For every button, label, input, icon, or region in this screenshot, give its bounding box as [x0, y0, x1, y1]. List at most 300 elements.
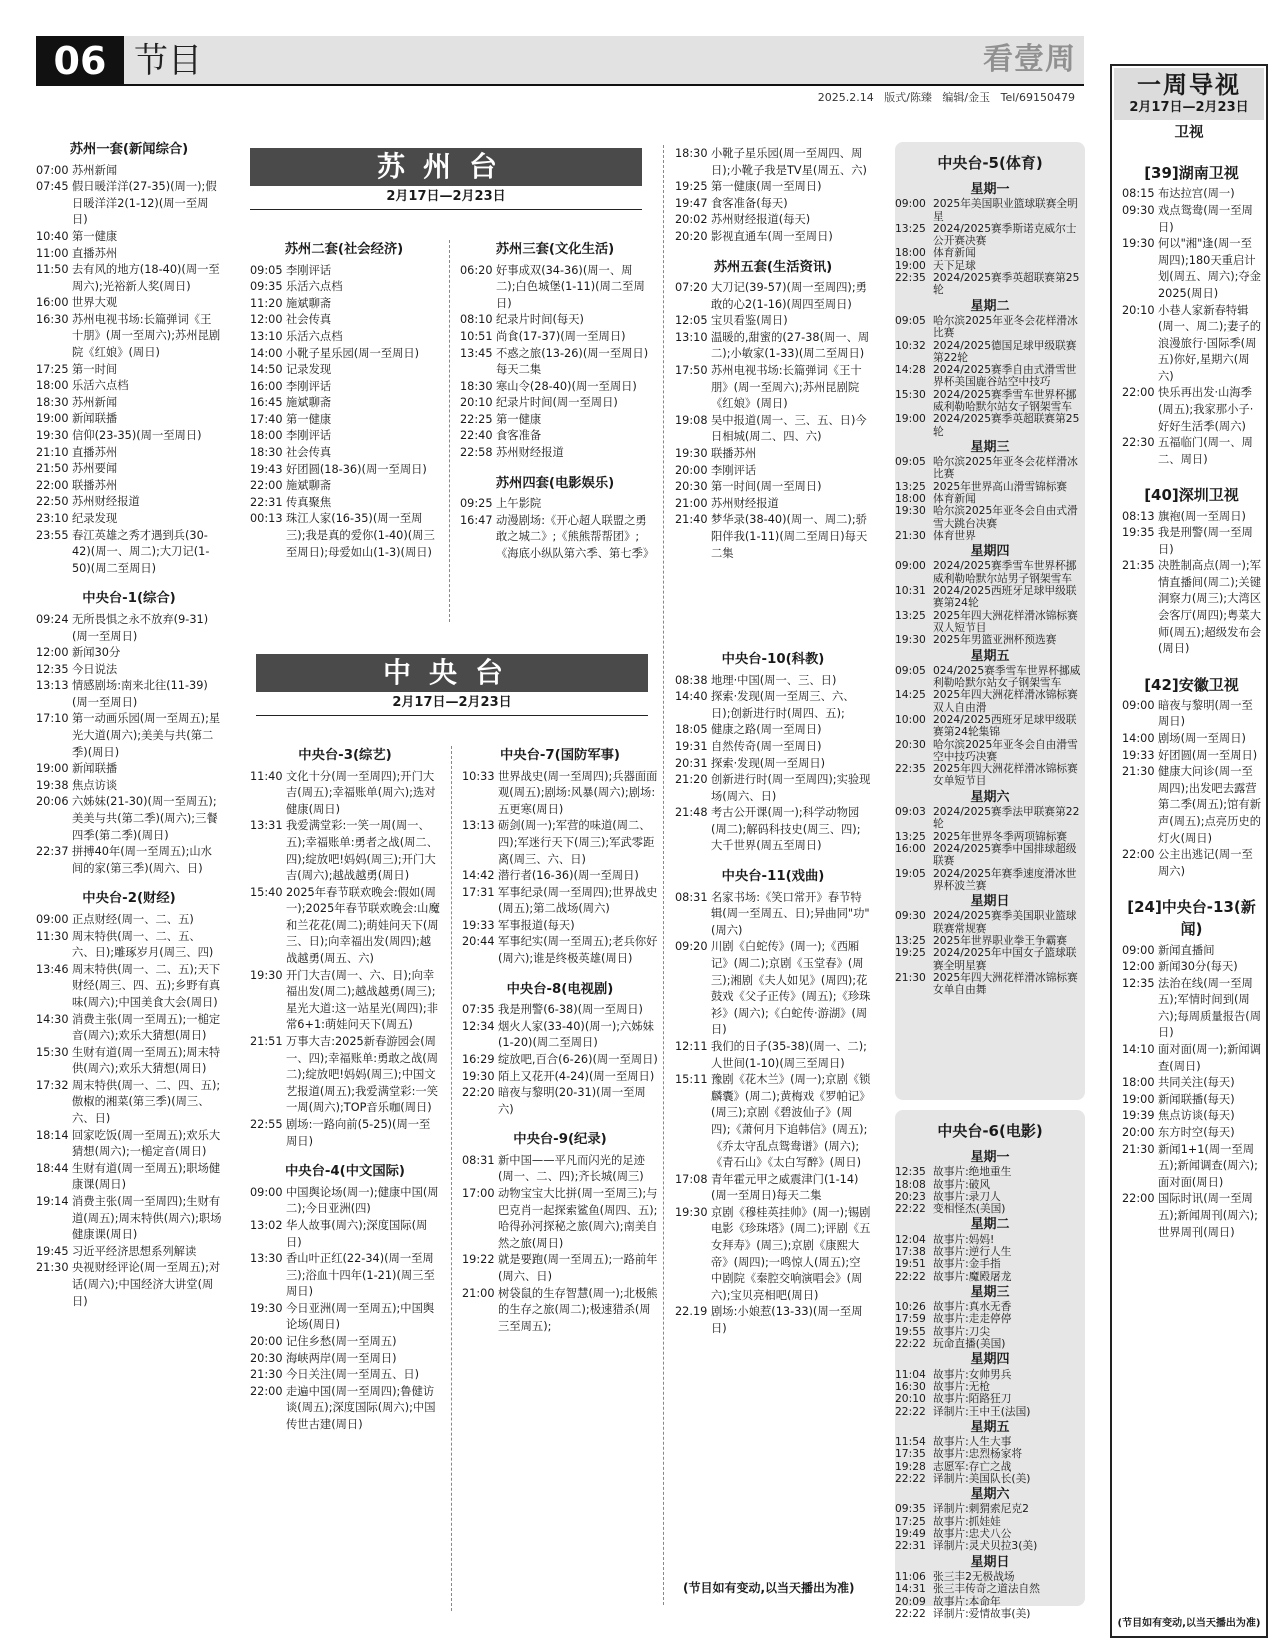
program-time: 19:08: [675, 413, 708, 427]
program-name: 华人故事(周六);深度国际(周日): [286, 1218, 428, 1249]
program-time: 20:30: [895, 737, 926, 751]
weekday-heading: 星期一: [970, 182, 1010, 198]
program-name: 焦点访谈(每天): [1158, 1109, 1235, 1123]
program-time: 21:30: [36, 1261, 69, 1275]
program-name: 李刚评话: [711, 463, 757, 477]
program-name: 潜行者(16-36)(周一至周日): [498, 869, 639, 883]
program-name: 新闻联播: [72, 412, 118, 426]
program-name: 生财有道(周一至周五);职场健康课(周日): [72, 1161, 221, 1192]
program-time: 19:55: [895, 1324, 926, 1338]
program-row: [36, 246, 222, 263]
program-time: 12:05: [675, 314, 708, 328]
program-row: [1122, 525, 1261, 558]
program-name: 体育新闻: [933, 246, 976, 260]
page-number: 06: [36, 36, 124, 86]
program-row: [36, 761, 222, 778]
brand-logo: 看壹周: [983, 42, 1076, 77]
program-name: 新中国——平凡而闪光的足迹(周一、二、四);齐长城(周三): [498, 1153, 645, 1184]
program-name: 快乐再出发·山海季(周五);我家那小子·好好生活季(周六): [1158, 386, 1254, 433]
weekday-heading: 星期日: [970, 894, 1010, 910]
channel-title: 中央台-11(戏曲): [721, 869, 825, 885]
program-row: [1122, 1191, 1261, 1241]
program-name: 健康大问诊(周一至周四);出发吧去露营第二季(周五);馆有新声(周五);点亮历史的灯火(周日): [1158, 765, 1261, 845]
program-row: [460, 346, 650, 379]
program-row: [250, 1351, 440, 1368]
program-row: [250, 462, 438, 479]
program-row: [250, 885, 440, 968]
program-name: 香山叶正红(22-34)(周一至周三);浴血十四年(1-21)(周三至周日): [286, 1252, 435, 1299]
program-time: 08:10: [460, 313, 493, 327]
program-time: 11:04: [895, 1367, 926, 1381]
program-time: 23:10: [36, 512, 69, 525]
program-time: 22:22: [895, 1606, 926, 1620]
program-time: 13:25: [895, 829, 926, 843]
program-row: [675, 179, 871, 196]
program-name: 布达拉宫(周一): [1158, 187, 1235, 201]
program-name: 我是刑警(周一至周日): [1158, 526, 1253, 556]
program-name: 国际时讯(周一至周五);新闻周刊(周六);世界周刊(周日): [1158, 1192, 1258, 1239]
program-row: [36, 645, 222, 662]
program-name: 2025年春节联欢晚会:假如(周一);2025年春节联欢晚会:山魔和兰花花(周二);萌娃问天下(周三、日);向幸福出发(周四);越战越勇(周五、六): [286, 885, 440, 966]
program-name: 走遍中国(周一至周四);鲁健访谈(周五);深度国际(周六);中国传世古建(周日): [286, 1384, 436, 1432]
program-time: 17:35: [895, 1447, 926, 1461]
program-row: [895, 910, 1085, 935]
program-name: 青年霍元甲之威震津门(1-14)(周一至周日)每天二集: [711, 1172, 859, 1203]
program-name: 玩命直播(美国): [933, 1337, 1006, 1351]
program-name: 信仰(23-35)(周一至周日): [72, 429, 202, 443]
channel-title: 苏州三套(文化生活): [495, 242, 615, 257]
program-name: 探索·发现(周一至周三、六、日);创新进行时(周四、五);: [711, 690, 855, 720]
program-time: 06:20: [460, 263, 493, 277]
program-time: 09:00: [36, 912, 69, 926]
program-row: [36, 1078, 222, 1128]
channel-title: 中央台-1(综合): [82, 591, 176, 607]
program-row: [895, 634, 1085, 646]
program-name: 周末特供(周一、二、五、六、日);雕琢岁月(周三、四): [72, 929, 214, 960]
program-name: 法治在线(周一至周五);军情时间到(周六);每周质量报告(周日): [1158, 976, 1261, 1040]
program-time: 14:28: [895, 363, 926, 377]
program-name: 地理·中国(周一、三、日): [711, 673, 837, 687]
program-name: 宝贝看鉴(周日): [711, 314, 788, 328]
program-time: 15:30: [895, 387, 926, 401]
program-time: 20:30: [675, 480, 708, 494]
program-name: 第一健康: [286, 412, 332, 426]
program-name: 文化十分(周一至周四);开门大吉(周五);幸福账单(周六);选对健康(周日): [286, 769, 436, 816]
program-row: [675, 463, 871, 480]
program-name: 食客准备(每天): [711, 196, 788, 210]
program-time: 18:08: [895, 1177, 926, 1191]
program-time: 07:00: [36, 163, 69, 177]
program-name: 故事片:录刀人: [933, 1189, 1001, 1203]
program-row: [895, 689, 1085, 714]
program-name: 习近平经济思想系列解读: [72, 1244, 197, 1258]
program-name: 2024/2025赛季英超联赛第25轮: [933, 271, 1080, 297]
program-time: 09:35: [895, 1502, 926, 1516]
program-row: [462, 1153, 658, 1186]
program-row: [675, 673, 871, 690]
program-time: 19:05: [895, 866, 926, 880]
program-row: [895, 843, 1085, 868]
program-time: 09:00: [895, 559, 926, 573]
program-time: 17:25: [895, 1514, 926, 1528]
program-name: 苏州财经报道: [72, 495, 140, 509]
program-name: 李刚评话: [286, 263, 332, 277]
program-row: [250, 478, 438, 495]
program-name: 军事报道(每天): [498, 918, 575, 932]
program-name: 2024/2025赛季斯诺克威尔士公开赛决赛: [933, 221, 1077, 248]
program-name: 2025年男篮亚洲杯预选赛: [933, 633, 1057, 647]
program-name: 苏州电视书场:长篇弹词《王十朋》(周一至周六);苏州昆剧院《红娘》(周日): [72, 312, 221, 360]
program-time: 20:23: [895, 1189, 926, 1203]
program-name: 今日关注(周一至周五、日): [286, 1368, 420, 1382]
program-time: 13:25: [895, 933, 926, 947]
program-row: [675, 939, 871, 1039]
program-time: 19:33: [1122, 748, 1155, 762]
program-row: [1122, 1092, 1261, 1109]
program-time: 10:40: [36, 229, 69, 243]
program-row: [460, 428, 650, 445]
program-row: [895, 1406, 1085, 1418]
program-time: 11:20: [250, 296, 283, 310]
program-time: 08:13: [1122, 509, 1155, 523]
program-time: 16:00: [895, 841, 926, 855]
program-row: [675, 689, 871, 722]
program-time: 16:45: [250, 396, 283, 410]
program-row: [36, 912, 222, 929]
program-row: [462, 1002, 658, 1019]
program-row: [36, 844, 222, 877]
program-row: [36, 362, 222, 379]
program-time: 20:44: [462, 935, 495, 949]
program-time: 09:05: [895, 663, 926, 677]
channel-title: 苏州五套(生活资讯): [713, 259, 833, 275]
program-time: 19:00: [36, 412, 69, 426]
program-row: [895, 739, 1085, 764]
program-row: [1122, 748, 1261, 765]
col-cctv3-4: [250, 746, 440, 1616]
program-time: 09:25: [460, 497, 493, 511]
program-name: 2024/2025赛季自由式滑雪世界杯美国鹿谷站空中技巧: [933, 363, 1077, 389]
program-row: [1122, 943, 1261, 960]
program-row: [250, 346, 438, 363]
program-row: [462, 1286, 658, 1336]
program-name: 施斌聊斋: [286, 479, 332, 493]
program-row: [675, 313, 871, 330]
program-time: 20:09: [895, 1594, 926, 1608]
program-name: 苏州财经报道: [496, 446, 564, 460]
program-row: [895, 413, 1085, 438]
program-time: 16:00: [36, 296, 69, 310]
program-time: 22:37: [36, 845, 69, 859]
program-row: [250, 263, 438, 280]
program-time: 17:10: [36, 712, 69, 726]
program-time: 21:00: [462, 1286, 495, 1300]
divider: [451, 746, 452, 1611]
program-time: 13:10: [250, 329, 283, 343]
program-row: [675, 212, 871, 229]
program-row: [462, 818, 658, 868]
program-row: [675, 479, 871, 496]
program-time: 19:30: [462, 1069, 495, 1083]
program-row: [675, 496, 871, 513]
program-time: 13:46: [36, 962, 69, 976]
program-time: 09:03: [895, 805, 926, 819]
program-time: 18:30: [36, 395, 69, 409]
program-row: [460, 395, 650, 412]
program-name: 新闻联播: [72, 762, 118, 776]
program-time: 19:31: [675, 739, 708, 753]
program-row: [895, 1596, 1085, 1608]
program-row: [250, 1367, 440, 1384]
program-row: [895, 340, 1085, 365]
weekday-heading: 星期一: [970, 1150, 1010, 1166]
program-time: 22:55: [250, 1118, 283, 1131]
program-name: 正点财经(周一、二、五): [72, 912, 194, 926]
program-name: 乐活六点档: [286, 280, 343, 294]
program-row: [895, 1338, 1085, 1350]
program-name: 纪录片时间(周一至周日): [496, 396, 618, 410]
program-time: 18:00: [36, 379, 69, 393]
program-row: [250, 296, 438, 313]
program-name: 哈尔滨2025年亚冬会自由式滑雪大跳台决赛: [933, 504, 1078, 530]
program-time: 09:00: [1122, 943, 1155, 957]
program-time: 13:13: [36, 679, 69, 693]
program-name: 决胜制高点(周一);军情直播间(周二);关键洞察力(周三);大湾区会客厅(周四);粤菜大师(周五);超级发布会(周日): [1158, 559, 1261, 656]
program-name: 故事片:破风: [933, 1177, 991, 1191]
program-name: 今日说法: [72, 662, 118, 676]
program-name: 公主出逃记(周一至周六): [1158, 848, 1253, 878]
program-name: 考古公开课(周一);科学动物园(周二);解码科技史(周三、四);大千世界(周五至周日): [711, 806, 861, 853]
program-time: 17:31: [462, 885, 495, 899]
program-time: 20:10: [895, 1392, 926, 1406]
program-row: [250, 362, 438, 379]
program-time: 21:50: [36, 462, 69, 476]
program-name: 新闻30分(每天): [1158, 960, 1238, 974]
program-time: 21:40: [675, 513, 708, 527]
program-name: 故事片:绝地重生: [933, 1165, 1012, 1179]
program-time: 14:50: [250, 363, 283, 377]
program-name: 上午影院: [496, 497, 542, 511]
program-row: [895, 1271, 1085, 1283]
program-time: 19:30: [895, 633, 926, 647]
program-name: 梦华录(38-40)(周一、周二);骄阳伴我(1-11)(周二至周日)每天二集: [711, 513, 868, 560]
program-row: [36, 428, 222, 445]
program-name: 东方时空(每天): [1158, 1126, 1235, 1140]
program-row: [895, 364, 1085, 389]
program-time: 09:24: [36, 612, 69, 626]
program-time: 17:40: [250, 412, 283, 426]
program-time: 21:30: [1122, 1142, 1155, 1156]
program-row: [250, 968, 440, 1034]
program-name: 温暖的,甜蜜的(27-38(周一、周二);小敏家(1-33)(周二至周日): [711, 330, 870, 361]
program-time: 19:30: [675, 1205, 708, 1219]
program-time: 22:58: [460, 446, 493, 460]
program-row: [1122, 1142, 1261, 1192]
program-row: [1122, 1108, 1261, 1125]
program-name: 故事片:本命年: [933, 1594, 1001, 1608]
program-time: 12:11: [675, 1039, 708, 1053]
program-name: 2024/2025赛季雪车世界杯挪威利勒哈默尔站女子钢架雪车: [933, 387, 1077, 413]
program-row: [462, 934, 658, 967]
program-row: [675, 1304, 871, 1337]
weekday-heading: 星期四: [970, 1352, 1010, 1368]
weekday-heading: 星期六: [970, 1487, 1010, 1503]
program-row: [462, 868, 658, 885]
program-row: [675, 413, 871, 446]
program-time: 00:13: [250, 512, 283, 526]
program-row: [895, 947, 1085, 972]
program-row: [250, 1301, 440, 1334]
program-row: [895, 1473, 1085, 1485]
program-row: [895, 806, 1085, 831]
program-name: 好团圆(周一至周日): [1158, 748, 1258, 762]
program-time: 21:00: [675, 496, 708, 510]
program-row: [36, 229, 222, 246]
program-row: [1122, 698, 1261, 731]
program-time: 13:31: [250, 819, 283, 833]
program-row: [250, 495, 438, 512]
program-row: [462, 885, 658, 918]
program-time: 22:40: [460, 429, 493, 443]
program-name: 军事纪录(周一至周四);世界战史(周五);第二战场(周六): [498, 885, 658, 916]
program-time: 18:00: [1122, 1076, 1155, 1090]
program-time: 11:06: [895, 1569, 926, 1583]
program-name: 小巷人家新春特辑(周一、周二);妻子的浪漫旅行·国际季(周五)你好,星期六(周六): [1158, 303, 1261, 383]
program-name: 无所畏惧之永不放弃(9-31)(周一至周日): [72, 612, 209, 643]
program-time: 22:22: [895, 1337, 926, 1351]
program-time: 08:31: [675, 890, 708, 904]
program-name: 2024/2025年赛季速度滑冰世界杯波兰赛: [933, 866, 1077, 892]
program-row: [895, 560, 1085, 585]
program-row: [895, 1540, 1085, 1552]
program-name: 2024/2025德国足球甲级联赛第22轮: [933, 338, 1077, 364]
program-row: [895, 456, 1085, 481]
program-name: 暗夜与黎明(周一至周日): [1158, 698, 1253, 729]
program-row: [460, 312, 650, 329]
program-time: 13:10: [675, 330, 708, 344]
program-time: 12:00: [36, 646, 69, 660]
weekday-heading: 星期六: [970, 789, 1010, 805]
program-row: [36, 929, 222, 962]
program-time: 17:59: [895, 1312, 926, 1326]
section-title: 节目: [134, 41, 202, 81]
program-time: 14:30: [36, 1012, 69, 1026]
program-row: [895, 714, 1085, 739]
program-time: 18:30: [460, 379, 493, 393]
channel-title: 中央台-5(体育): [937, 154, 1043, 172]
program-name: 直播苏州: [72, 445, 118, 459]
program-time: 14:00: [250, 346, 283, 360]
program-time: 20:20: [675, 229, 708, 243]
program-name: 故事片:魔殿屠龙: [933, 1269, 1012, 1283]
program-time: 09:35: [250, 280, 283, 294]
program-name: 社会传真: [286, 313, 332, 327]
program-row: [895, 585, 1085, 610]
weekly-note: (节目如有变动,以当天播出为准): [1117, 1618, 1261, 1630]
program-time: 12:00: [1122, 960, 1155, 974]
program-time: 20:02: [675, 213, 708, 227]
program-row: [36, 612, 222, 645]
program-row: [1122, 435, 1261, 468]
program-time: 08:31: [462, 1153, 495, 1167]
program-name: 故事片:忠烈杨家将: [933, 1447, 1023, 1461]
program-row: [36, 378, 222, 395]
program-row: [36, 445, 222, 462]
program-row: [675, 196, 871, 213]
program-time: 07:45: [36, 180, 69, 194]
program-name: 李刚评话: [286, 429, 332, 443]
program-name: 名家书场:《笑口常开》春节特辑(周一至周五、日);异曲同"功"(周六): [711, 890, 870, 937]
program-time: 18:30: [675, 147, 708, 160]
channel-title: 中央台-4(中文国际): [284, 1164, 405, 1180]
program-row: [895, 247, 1085, 259]
program-time: 19:30: [895, 504, 926, 518]
program-row: [250, 379, 438, 396]
program-time: 20:31: [675, 756, 708, 770]
weekday-heading: 星期三: [970, 439, 1010, 455]
program-row: [1122, 303, 1261, 386]
program-name: 直播苏州: [72, 246, 118, 260]
weekday-heading: 星期四: [970, 544, 1010, 560]
program-name: 故事片:妈妈!: [933, 1232, 995, 1246]
program-row: [36, 662, 222, 679]
weekday-heading: 星期三: [970, 1284, 1010, 1300]
program-name: 第一时间: [72, 362, 118, 376]
weekly-date: 2月17日—2月23日: [1129, 100, 1249, 115]
program-name: 2024/2025赛季美国职业篮球联赛常规赛: [933, 909, 1077, 935]
program-time: 09:00: [895, 197, 926, 211]
program-row: [895, 530, 1085, 542]
program-time: 20:10: [1122, 303, 1155, 317]
program-name: 2024/2025西班牙足球甲级联赛第24轮: [933, 584, 1077, 610]
channel-title: 中央台-6(电影): [937, 1122, 1043, 1140]
program-time: 09:00: [250, 1185, 283, 1199]
weekly-title: 一周导视: [1137, 71, 1241, 99]
program-name: 苏州要闻: [72, 462, 118, 476]
program-time: 11:00: [36, 246, 69, 260]
program-row: [462, 1052, 658, 1069]
program-time: 22:22: [895, 1202, 926, 1216]
weekday-heading: 星期二: [970, 1217, 1010, 1233]
program-time: 19:49: [895, 1527, 926, 1541]
program-row: [675, 756, 871, 773]
program-name: 第一健康(周一至周日): [711, 180, 822, 194]
cctv-banner: 中央台: [256, 654, 648, 692]
program-time: 11:54: [895, 1435, 926, 1449]
program-row: [675, 280, 871, 313]
program-name: 2024/2025西班牙足球甲级联赛第24轮集锦: [933, 712, 1077, 739]
channel-title: 苏州四套(电影娱乐): [495, 475, 615, 491]
program-time: 09:30: [895, 909, 926, 923]
program-time: 22:00: [250, 1384, 283, 1398]
program-row: [895, 1503, 1085, 1515]
program-row: [36, 1012, 222, 1045]
program-row: [36, 262, 222, 295]
program-time: 11:40: [250, 769, 283, 783]
program-time: 12:35: [895, 1165, 926, 1179]
program-name: 川剧《白蛇传》(周一);《西厢记》(周二);京剧《玉堂春》(周三);湘剧《夫人如见》(周四);花鼓戏《父子正传》(周五);《珍珠衫》(周六);《白蛇传·游湖》(周日): [711, 940, 871, 1037]
program-row: [36, 312, 222, 362]
program-time: 20:00: [675, 463, 708, 477]
program-name: 创新进行时(周一至周四);实验现场(周六、日): [711, 773, 871, 803]
program-time: 22:22: [895, 1404, 926, 1418]
program-time: 13:25: [895, 479, 926, 493]
program-name: 新闻联播(每天): [1158, 1092, 1235, 1106]
program-name: 好团圆(18-36)(周一至周日): [286, 462, 427, 476]
program-row: [1122, 1125, 1261, 1142]
program-name: 小靴子星乐园(周一至周四、周日);小靴子我是TV星(周五、六): [711, 147, 867, 177]
program-name: 故事片:人生大事: [933, 1435, 1012, 1449]
